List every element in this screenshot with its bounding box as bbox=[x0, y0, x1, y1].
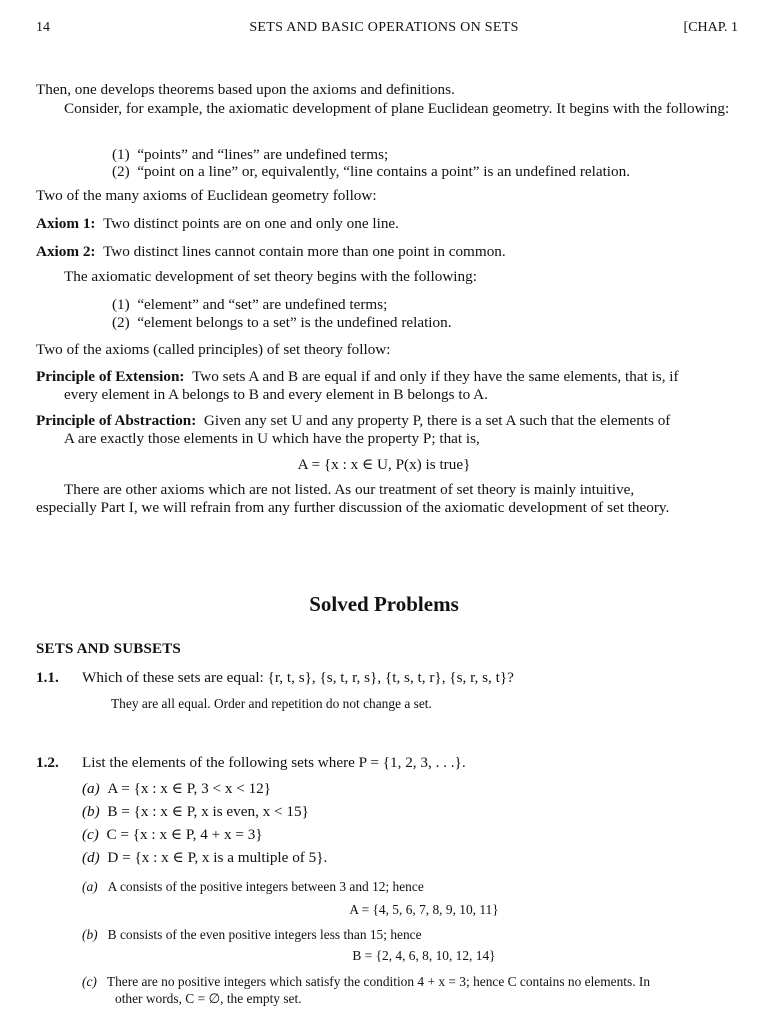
problem-1-2-part-b: (b) B = {x : x ∈ P, x is even, x < 15} bbox=[82, 803, 309, 820]
page-number: 14 bbox=[36, 20, 50, 35]
intro-line: Then, one develops theorems based upon the axioms and definitions. bbox=[36, 81, 455, 98]
axiom-1: Axiom 1: Two distinct points are on one and only one line. bbox=[36, 215, 399, 232]
geometry-paragraph: Consider, for example, the axiomatic development of plane Euclidean geometry. It begins with the following: bbox=[64, 100, 730, 117]
set-list-item-2: (2) “element belongs to a set” is the undefined relation. bbox=[112, 314, 452, 331]
answer-b-text: (b) B consists of the even positive integers less than 15; hence bbox=[82, 927, 422, 942]
answer-a-formula: A = {4, 5, 6, 7, 8, 9, 10, 11} bbox=[349, 902, 499, 917]
subsection-heading: SETS AND SUBSETS bbox=[36, 641, 181, 657]
principle-extension-line2: every element in A belongs to B and every element in B belongs to A. bbox=[64, 386, 488, 403]
closing-line-2: especially Part I, we will refrain from any further discussion of the axiomatic development of set theory. bbox=[36, 499, 670, 516]
principle-abstraction-line1: Principle of Abstraction: Given any set U and any property P, there is a set A such that the elements of bbox=[36, 412, 671, 429]
answer-c-line2: other words, C = ∅, the empty set. bbox=[115, 991, 302, 1006]
answer-c-line1: (c) There are no positive integers which satisfy the condition 4 + x = 3; hence C contains no elements. In bbox=[82, 974, 651, 989]
geom-list-item-2: (2) “point on a line” or, equivalently, “line contains a point” is an undefined relation. bbox=[112, 163, 631, 180]
axioms-intro: Two of the many axioms of Euclidean geometry follow: bbox=[36, 187, 377, 204]
problem-1-2-number: 1.2. bbox=[36, 754, 59, 771]
problem-1-2-part-d: (d) D = {x : x ∈ P, x is a multiple of 5}. bbox=[82, 849, 328, 866]
abstraction-formula: A = {x : x ∈ U, P(x) is true} bbox=[297, 456, 471, 473]
problem-1-1-answer: They are all equal. Order and repetition do not change a set. bbox=[111, 696, 432, 711]
set-list-item-1: (1) “element” and “set” are undefined terms; bbox=[112, 296, 388, 313]
geom-list-item-1: (1) “points” and “lines” are undefined terms; bbox=[112, 146, 389, 163]
problem-1-2-part-c: (c) C = {x : x ∈ P, 4 + x = 3} bbox=[82, 826, 263, 843]
principle-abstraction-line2: A are exactly those elements in U which have the property P; that is, bbox=[64, 430, 480, 447]
axiom-2: Axiom 2: Two distinct lines cannot contain more than one point in common. bbox=[36, 243, 506, 260]
answer-a-text: (a) A consists of the positive integers between 3 and 12; hence bbox=[82, 879, 424, 894]
answer-b-formula: B = {2, 4, 6, 8, 10, 12, 14} bbox=[352, 948, 496, 963]
chapter-label: [CHAP. 1 bbox=[683, 20, 738, 35]
closing-line-1: There are other axioms which are not listed. As our treatment of set theory is mainly intuitive, bbox=[64, 481, 635, 498]
principle-extension-line1: Principle of Extension: Two sets A and B are equal if and only if they have the same elements, that is, if bbox=[36, 368, 679, 385]
problem-1-1-number: 1.1. bbox=[36, 669, 59, 686]
set-theory-intro: The axiomatic development of set theory begins with the following: bbox=[64, 268, 477, 285]
running-title: SETS AND BASIC OPERATIONS ON SETS bbox=[249, 20, 519, 35]
problem-1-2-question: List the elements of the following sets where P = {1, 2, 3, . . .}. bbox=[82, 754, 466, 771]
principles-intro: Two of the axioms (called principles) of set theory follow: bbox=[36, 341, 391, 358]
problem-1-2-part-a: (a) A = {x : x ∈ P, 3 < x < 12} bbox=[82, 780, 272, 797]
section-title: Solved Problems bbox=[309, 592, 459, 616]
problem-1-1-question: Which of these sets are equal: {r, t, s}, {s, t, r, s}, {t, s, t, r}, {s, r, s, t}? bbox=[82, 669, 514, 686]
